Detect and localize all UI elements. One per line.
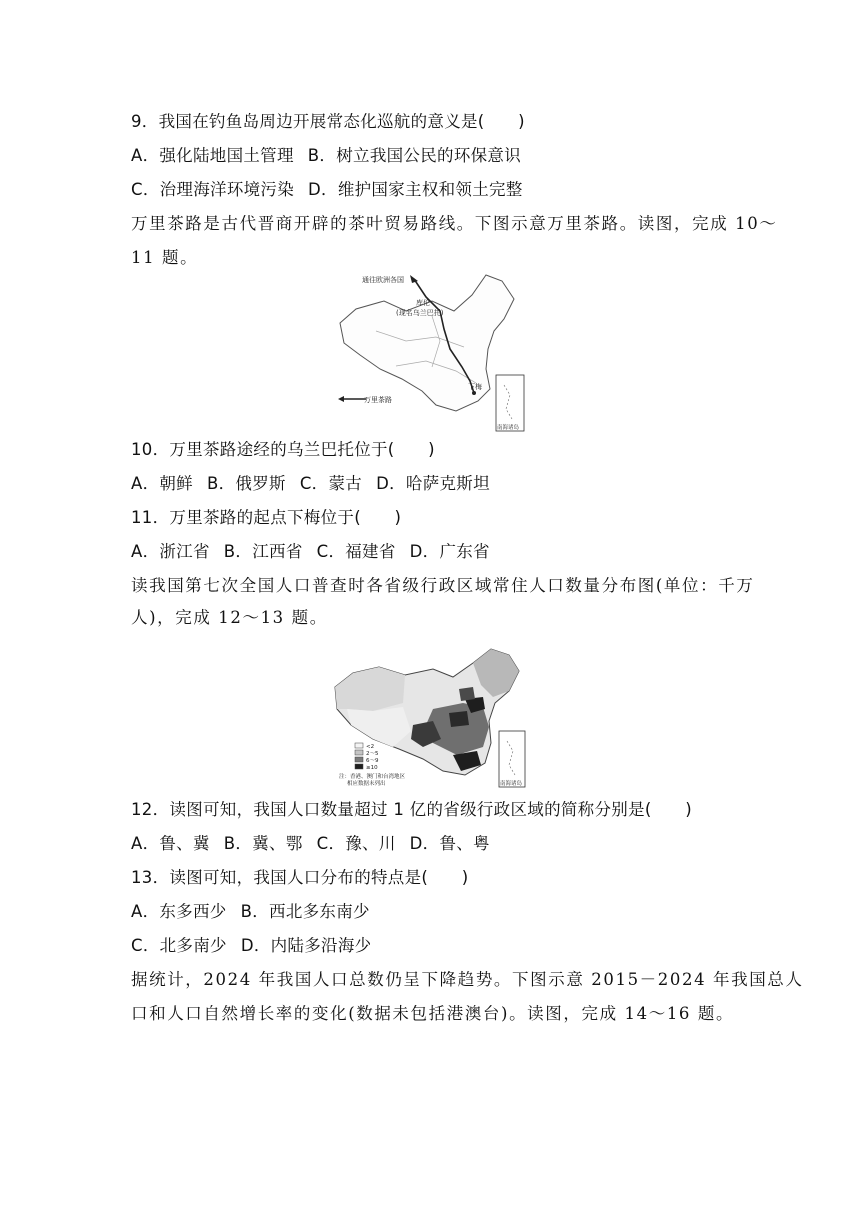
q13-option-b[interactable]: B．西北多东南少	[240, 902, 370, 921]
q10-option-b[interactable]: B．俄罗斯	[207, 474, 286, 493]
q11-option-d[interactable]: D．广东省	[409, 542, 490, 561]
q9-option-b[interactable]: B．树立我国公民的环保意识	[307, 146, 522, 165]
label-xiamei: 下梅	[468, 383, 482, 391]
intro2-line2: 人)，完成 12～13 题。	[131, 608, 328, 627]
q12-options	[131, 834, 490, 854]
q13-option-c[interactable]: C．北多南少	[131, 936, 227, 955]
q13-option-d[interactable]: D．内陆多沿海少	[240, 936, 372, 955]
q9-options-row2	[131, 180, 523, 200]
q11-option-b[interactable]: B．江西省	[223, 542, 303, 561]
q9-option-d[interactable]: D．维护国家主权和领土完整	[308, 180, 523, 199]
map-note-2: 相应数据未列出	[347, 781, 386, 787]
q9-stem: 9．我国在钓鱼岛周边开展常态化巡航的意义是( )	[131, 112, 525, 131]
region-hebei	[459, 687, 475, 701]
q10-stem: 10．万里茶路途经的乌兰巴托位于( )	[131, 440, 435, 459]
intro1-line2: 11 题。	[131, 248, 199, 267]
q11-options	[131, 542, 490, 562]
legend	[355, 743, 379, 771]
scs-inset	[496, 375, 524, 431]
label-route-legend: 万里茶路	[364, 396, 392, 404]
q11-option-a[interactable]: A．浙江省	[131, 542, 210, 561]
q9-option-c[interactable]: C．治理海洋环境污染	[131, 180, 295, 199]
intro3-line1: 据统计，2024 年我国人口总数仍呈下降趋势。下图示意 2015－2024 年我国总人	[131, 970, 804, 989]
label-scs: 南海诸岛	[497, 425, 520, 431]
region-henan	[449, 711, 469, 727]
legend-item-4: ≥10	[366, 765, 378, 771]
q13-options-row1	[131, 902, 370, 922]
q10-options	[131, 474, 490, 494]
legend-item-3: 6～9	[366, 758, 379, 764]
q10-option-a[interactable]: A．朝鲜	[131, 474, 193, 493]
xiamei-point	[472, 391, 476, 395]
q12-option-d[interactable]: D．鲁、粤	[409, 834, 490, 853]
q13-options-row2	[131, 936, 371, 956]
q12-option-c[interactable]: C．豫、川	[316, 834, 396, 853]
q12-option-a[interactable]: A．鲁、冀	[131, 834, 210, 853]
label-europe: 通往欧洲各国	[362, 276, 404, 284]
region-northwest	[335, 667, 405, 711]
map-note-1: 注：香港、澳门和台湾地区	[339, 774, 406, 780]
label-scs-2: 南海诸岛	[500, 781, 523, 787]
legend-item-1: <2	[366, 744, 375, 750]
intro2-line1: 读我国第七次全国人口普查时各省级行政区域常住人口数量分布图(单位：千万	[131, 576, 755, 595]
china-outline	[340, 275, 514, 411]
label-kulun: 库伦	[416, 299, 430, 307]
q10-option-d[interactable]: D．哈萨克斯坦	[376, 474, 490, 493]
legend-item-2: 2～5	[366, 751, 379, 757]
q12-stem: 12．读图可知，我国人口数量超过 1 亿的省级行政区域的简称分别是( )	[131, 800, 692, 819]
population-map	[333, 647, 527, 790]
tea-road-map	[336, 271, 526, 433]
q12-option-b[interactable]: B．冀、鄂	[223, 834, 303, 853]
q11-stem: 11．万里茶路的起点下梅位于( )	[131, 508, 402, 527]
q9-option-a[interactable]: A．强化陆地国土管理	[131, 146, 294, 165]
q9-options-row1	[131, 146, 521, 166]
q10-option-c[interactable]: C．蒙古	[299, 474, 363, 493]
intro3-line2: 口和人口自然增长率的变化(数据未包括港澳台)。读图，完成 14～16 题。	[131, 1004, 735, 1023]
label-ulaanbaatar: (现名乌兰巴托)	[396, 309, 444, 317]
intro1-line1: 万里茶路是古代晋商开辟的茶叶贸易路线。下图示意万里茶路。读图，完成 10～	[131, 214, 778, 233]
q11-option-c[interactable]: C．福建省	[316, 542, 396, 561]
arrow-left-icon	[338, 396, 344, 402]
scs-inset-2	[499, 731, 525, 787]
q13-option-a[interactable]: A．东多西少	[131, 902, 227, 921]
q13-stem: 13．读图可知，我国人口分布的特点是( )	[131, 868, 469, 887]
